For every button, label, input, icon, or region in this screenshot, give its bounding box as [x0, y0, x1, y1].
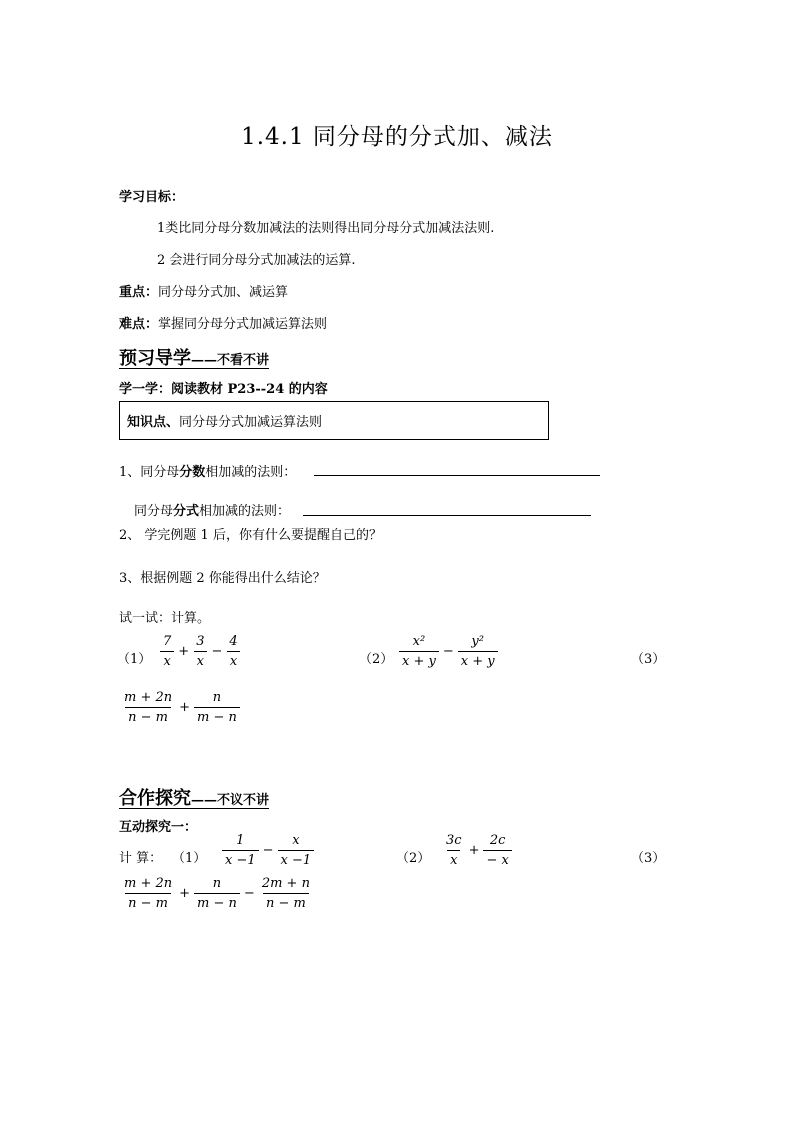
coop-expression-2: $\frac{3c}{x}$ + $\frac{2c}{- x}$: [441, 833, 514, 868]
fraction: $\frac{7}{x}$: [160, 634, 174, 669]
interact-label: 互动探究一：: [119, 820, 198, 835]
difficulty-text: 掌握同分母分式加减运算法则: [158, 317, 328, 332]
q1b-post: 相加减的法则：: [199, 504, 291, 519]
answer-blank-1[interactable]: [314, 475, 600, 476]
coop-problem-1-label: （1）: [172, 851, 207, 866]
q1a-bold: 分数: [179, 465, 206, 480]
fraction: $\frac{4}{x}$: [226, 634, 240, 669]
try-problem-3-label: （3）: [631, 652, 666, 667]
page-title: 1.4.1 同分母的分式加、减法: [241, 124, 553, 150]
coop-heading-main: 合作探究: [119, 788, 191, 809]
fraction: $\frac{n}{m - n}$: [194, 876, 240, 911]
q1b-bold: 分式: [173, 504, 200, 519]
try-label: 试一试：计算。: [119, 611, 211, 626]
knowledge-point: [127, 411, 322, 430]
key-point-label: 重点：: [119, 285, 159, 300]
preview-heading-sub: ——不看不讲: [191, 353, 270, 368]
coop-problem-2-label: （2）: [396, 851, 431, 866]
q1b-pre: 同分母: [134, 504, 174, 519]
preview-heading-main: 预习导学: [119, 348, 191, 369]
coop-expression-3: $\frac{m + 2n}{n - m}$ + $\frac{n}{m - n}$ − $\frac{2m + n}{n - m}$: [119, 876, 315, 911]
try-problem-2-label: （2）: [359, 652, 394, 667]
q1a-pre: 1、同分母: [119, 465, 180, 480]
key-point: [119, 281, 288, 300]
coop-problem-3-label: （3）: [631, 851, 666, 866]
fraction: $\frac{\text{x²}}{x + y}$: [399, 634, 439, 669]
fraction: $\frac{2c}{- x}$: [483, 833, 511, 868]
question-2: 2、 学完例题 1 后，你有什么要提醒自己的？: [119, 528, 382, 543]
objective-item-2: 2 会进行同分母分式加减法的运算.: [157, 253, 356, 268]
question-1a: [119, 461, 296, 480]
q1a-post: 相加减的法则：: [205, 465, 297, 480]
answer-blank-2[interactable]: [303, 515, 591, 516]
fraction: $\frac{3c}{x}$: [446, 833, 462, 868]
try-expression-1: $\frac{7}{x}$ + $\frac{3}{x}$ − $\frac{4}{x}$: [158, 634, 243, 669]
try-expression-2: $\frac{\text{x²}}{x + y}$ − $\frac{\text{y²}}{x + y}$: [397, 634, 500, 669]
fraction: $\frac{m + 2n}{n - m}$: [124, 876, 173, 911]
question-3: 3、根据例题 2 你能得出什么结论？: [119, 571, 326, 586]
question-1b: [134, 500, 290, 519]
fraction: $\frac{m + 2n}{n - m}$: [124, 690, 173, 725]
fraction: $\frac{n}{m - n}$: [194, 690, 240, 725]
fraction: $\frac{\text{y²}}{x + y}$: [458, 634, 498, 669]
fraction: $\frac{x}{x -1}$: [278, 833, 315, 868]
coop-heading-sub: ——不议不讲: [191, 793, 270, 808]
calc-label: 计 算：: [119, 851, 163, 866]
try-problem-1-label: （1）: [117, 652, 152, 667]
fraction: $\frac{1}{x -1}$: [222, 833, 259, 868]
study-line: 学一学：阅读教材 P23--24 的内容: [119, 382, 328, 397]
difficulty-label: 难点：: [119, 317, 159, 332]
fraction: $\frac{3}{x}$: [193, 634, 207, 669]
coop-expression-1: $\frac{1}{x -1}$ − $\frac{x}{x -1}$: [220, 833, 316, 868]
knowledge-label: 知识点、: [127, 415, 180, 430]
coop-heading: [119, 784, 269, 810]
preview-heading: [119, 344, 269, 370]
objective-item-1: 1类比同分母分数加减法的法则得出同分母分式加减法法则.: [157, 221, 495, 236]
knowledge-text: 同分母分式加减运算法则: [179, 415, 323, 430]
difficulty: [119, 313, 327, 332]
key-point-text: 同分母分式加、减运算: [158, 285, 289, 300]
objectives-heading: 学习目标：: [119, 190, 185, 205]
fraction: $\frac{2m + n}{n - m}$: [261, 876, 310, 911]
try-expression-3: $\frac{m + 2n}{n - m}$ + $\frac{n}{m - n}$: [119, 690, 242, 725]
